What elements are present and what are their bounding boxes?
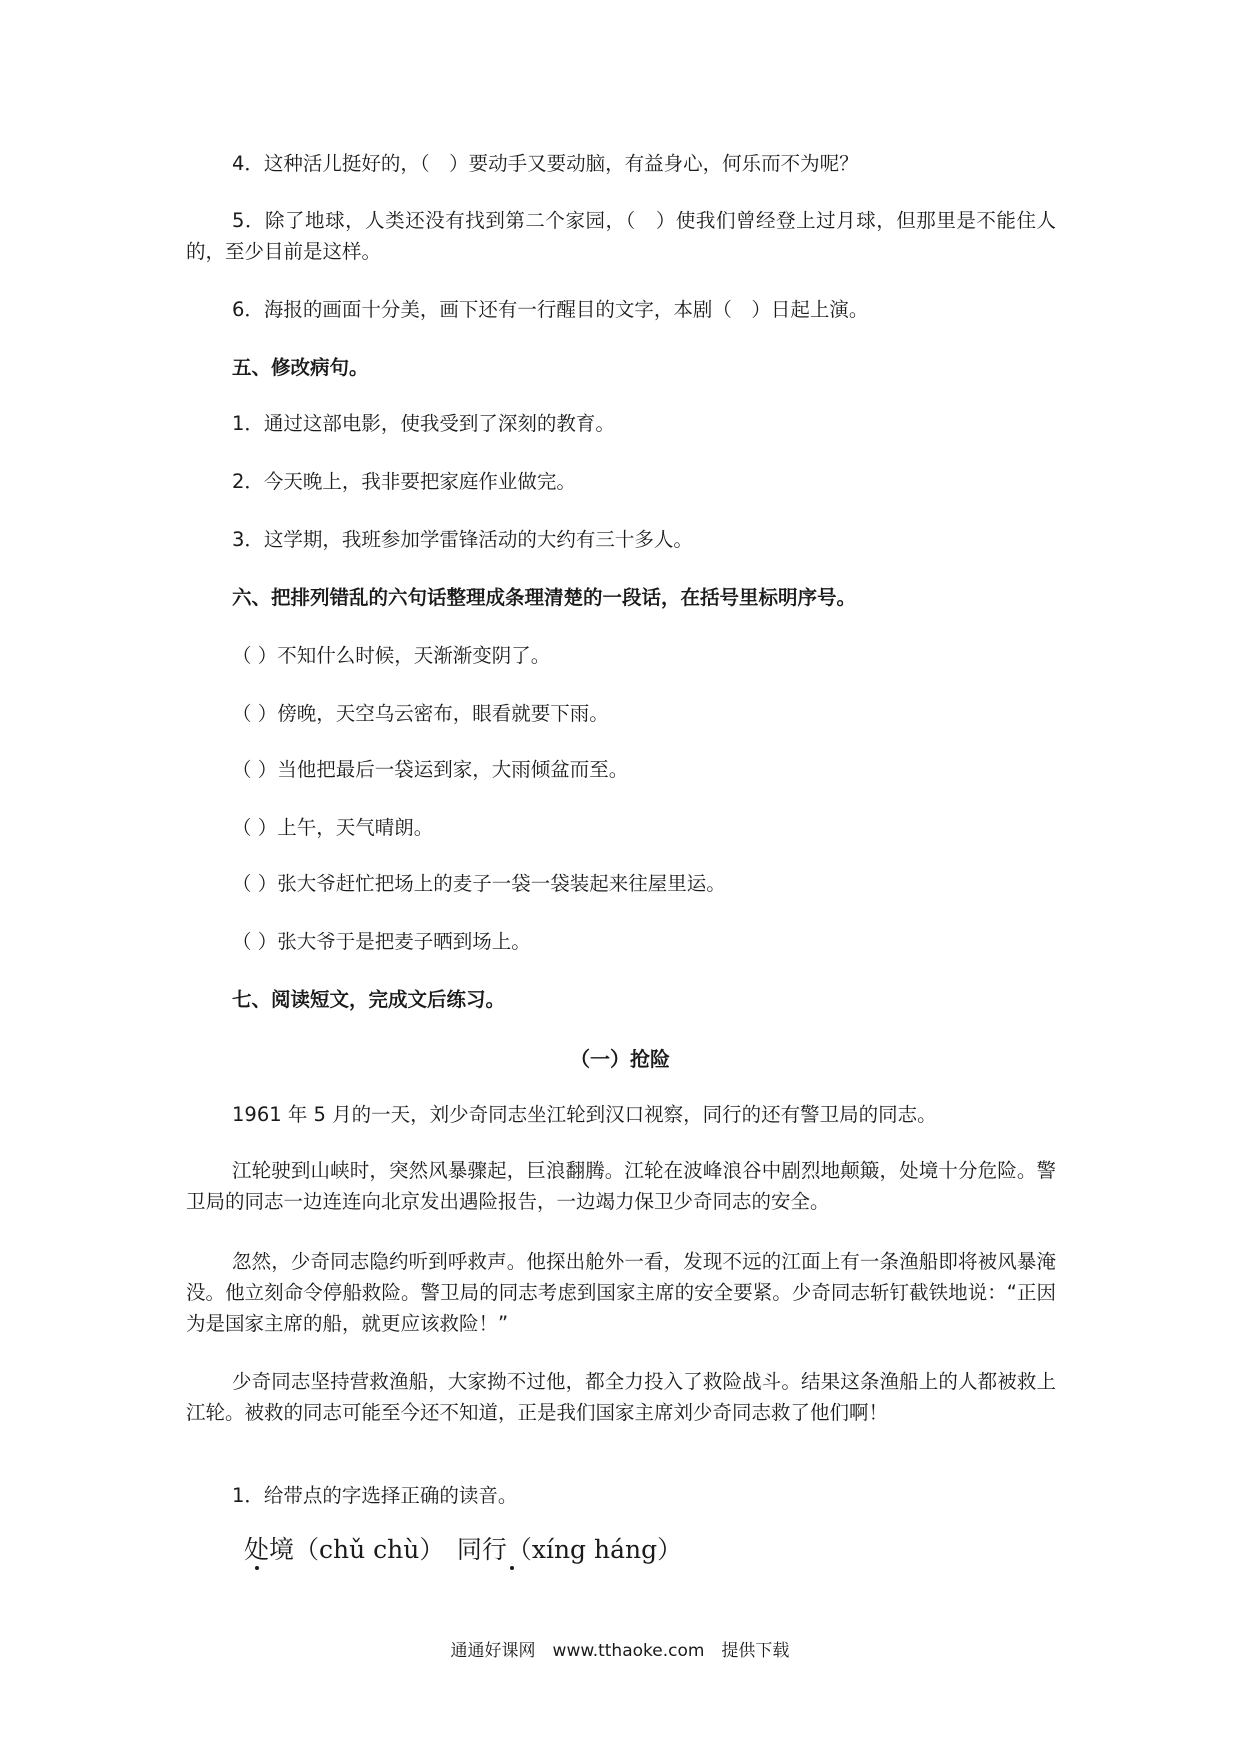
ordering-item: （ ）上午，天气晴朗。 [232,816,434,839]
passage-paragraph: 江轮驶到山峡时，突然风暴骤起，巨浪翻腾。江轮在波峰浪谷中剧烈地颠簸，处境十分危险。警卫局的同志一边连连向北京发出遇险报告，一边竭力保卫少奇同志的安全。 [186,1159,1056,1213]
passage-paragraph: 少奇同志坚持营救渔船，大家拗不过他，都全力投入了救险战斗。结果这条渔船上的人都被救上江轮。被救的同志可能至今还不知道，正是我们国家主席刘少奇同志救了他们啊！ [186,1370,1056,1424]
ordering-item: （ ）张大爷于是把麦子晒到场上。 [232,930,531,953]
emphasis-dot [255,1566,259,1570]
pinyin-options: 处境（chǔ chù） 同行（xíng háng） [244,1535,683,1564]
passage-title: （一）抢险 [570,1047,670,1071]
sentence-item: 3．这学期，我班参加学雷锋活动的大约有三十多人。 [232,528,693,551]
passage-paragraph: 1961 年 5 月的一天，刘少奇同志坐江轮到汉口视察，同行的还有警卫局的同志。 [232,1103,937,1126]
page-footer: 通通好课网 www.tthaoke.com 提供下载 [450,1641,790,1661]
question-1-prompt: 1．给带点的字选择正确的读音。 [232,1484,518,1507]
ordering-item: （ ）傍晚，天空乌云密布，眼看就要下雨。 [232,702,609,725]
sentence-item: 2．今天晚上，我非要把家庭作业做完。 [232,470,576,493]
ordering-item: （ ）张大爷赶忙把场上的麦子一袋一袋装起来往屋里运。 [232,872,726,895]
ordering-item: （ ）当他把最后一袋运到家，大雨倾盆而至。 [232,758,629,781]
sentence-item: 1．通过这部电影，使我受到了深刻的教育。 [232,412,615,435]
emphasis-dot [510,1566,514,1570]
ordering-item: （ ）不知什么时候，天渐渐变阴了。 [232,644,551,667]
question-4: 4．这种活儿挺好的，（ ）要动手又要动脑，有益身心，何乐而不为呢？ [232,152,859,175]
section-5-heading: 五、修改病句。 [232,356,369,379]
section-7-heading: 七、阅读短文，完成文后练习。 [232,988,506,1011]
section-6-heading: 六、把排列错乱的六句话整理成条理清楚的一段话，在括号里标明序号。 [232,586,857,609]
question-6: 6．海报的画面十分美，画下还有一行醒目的文字，本剧（ ）日起上演。 [232,298,869,321]
question-5: 5．除了地球，人类还没有找到第二个家园，（ ）使我们曾经登上过月球，但那里是不能住人的，至少目前是这样。 [186,209,1056,263]
passage-paragraph: 忽然，少奇同志隐约听到呼救声。他探出舱外一看，发现不远的江面上有一条渔船即将被风暴淹没。他立刻命令停船救险。警卫局的同志考虑到国家主席的安全要紧。少奇同志斩钉截铁地说：“正因为是国家主席的船，就更应该救险！” [186,1250,1056,1335]
